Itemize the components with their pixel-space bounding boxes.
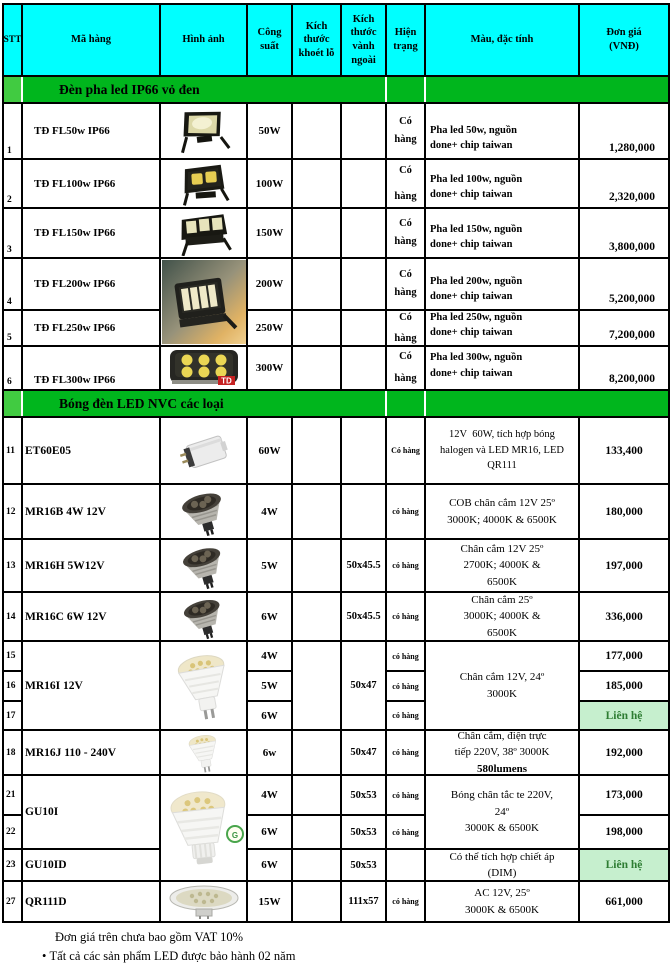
cell-empty (293, 347, 340, 389)
desc-line: done+ chip taiwan (430, 189, 513, 201)
cell-image (161, 160, 246, 207)
product-photo-floodlight-100w (173, 162, 235, 206)
cell-stt: 11 (4, 418, 21, 483)
cell-price: 2,320,000 (580, 160, 668, 207)
desc-line: done+ chip taiwan (430, 140, 513, 152)
cell-price: 1,280,000 (580, 104, 668, 158)
cell-empty (342, 160, 385, 207)
desc-line: 3000K & 6500K (465, 903, 539, 916)
product-photo-mr16-white (177, 732, 231, 774)
cell-status: có hàng (387, 642, 424, 670)
cell-image (161, 540, 246, 591)
cell-empty (293, 259, 340, 309)
cell-rim-size: 50x47 (342, 731, 385, 774)
cell-empty (342, 209, 385, 257)
cell-empty (293, 311, 340, 345)
cell-power: 15W (248, 882, 291, 921)
cell-rim-size: 50x47 (342, 642, 385, 729)
desc-line: (DIM) (487, 867, 517, 879)
product-photo-mr16-metal (176, 594, 232, 640)
cell-image (161, 882, 246, 921)
desc-line: Bóng chân tắc te 220V, (450, 789, 554, 802)
col-header-code: Mã hàng (23, 5, 159, 75)
cell-power: 4W (248, 485, 291, 538)
cell-stt: 12 (4, 485, 21, 538)
cell-stt: 3 (4, 209, 21, 257)
cell-power: 5W (248, 540, 291, 591)
cell-image (161, 209, 246, 257)
cell-status: có hàng (387, 702, 424, 729)
cell-stt: 1 (4, 104, 21, 158)
status-line: hàng (394, 190, 417, 202)
product-photo-floodlight-50w (171, 106, 237, 156)
cell-product-code: QR111D (23, 882, 159, 921)
cell-empty (293, 731, 340, 774)
status-line: Có (399, 116, 412, 128)
status-line: hàng (394, 134, 417, 145)
cell-image (161, 347, 246, 389)
desc-line-bold: 580lumens (476, 762, 528, 774)
footer-notes (0, 928, 672, 967)
col-header-price (580, 5, 668, 75)
cell-product-code: GU10ID (23, 850, 159, 880)
cell-status (387, 160, 424, 207)
cell-price: 7,200,000 (580, 311, 668, 345)
desc-line: Chân cắm 12V 25º (460, 542, 544, 555)
desc-line: halogen và LED MR16, LED (440, 444, 564, 456)
note-vat: Đơn giá trên chưa bao gồm VAT 10% (55, 930, 244, 944)
desc-line: done+ chip taiwan (430, 368, 513, 379)
cell-power: 6W (248, 593, 291, 640)
desc-line: QR111 (487, 460, 517, 472)
cell-status: có hàng (387, 776, 424, 814)
cell-rim-size: 50x45.5 (342, 540, 385, 591)
cell-description (426, 776, 578, 848)
cell-empty (293, 485, 340, 538)
cell-price: 173,000 (580, 776, 668, 814)
cell-power: 200W (248, 259, 291, 309)
cell-image (161, 593, 246, 640)
cell-description (426, 209, 578, 257)
desc-line: 6500K (487, 626, 517, 639)
cell-description (426, 850, 578, 880)
col-header-color: Màu, đặc tính (426, 5, 578, 75)
product-photo-mr16-metal (176, 487, 232, 537)
desc-line: 3000K; 4000K & (463, 610, 541, 623)
cell-empty (293, 882, 340, 921)
cell-empty (293, 540, 340, 591)
cell-price: 180,000 (580, 485, 668, 538)
col-header-status: Hiện trạng (387, 5, 424, 75)
cell-stt: 22 (4, 816, 21, 848)
cell-product-code: MR16H 5W12V (23, 540, 159, 591)
cell-rim-size: 50x45.5 (342, 593, 385, 640)
col-header-rim: Kích thước vành ngoài (342, 5, 385, 75)
cell-empty (342, 104, 385, 158)
cell-description (426, 485, 578, 538)
cell-rim-size: 50x53 (342, 776, 385, 814)
desc-line: Chân cắm 25º (471, 593, 533, 606)
desc-line: Pha led 250w, nguồn (430, 311, 523, 323)
section-header-floodlights (4, 77, 668, 102)
section-title: Bóng đèn LED NVC các loại (59, 395, 224, 411)
price-table (2, 3, 670, 923)
status-line: hàng (394, 373, 417, 384)
cell-stt: 16 (4, 672, 21, 700)
cell-power: 60W (248, 418, 291, 483)
cell-stt: 4 (4, 259, 21, 309)
bullet-icon: • (42, 949, 47, 964)
cell-stt: 23 (4, 850, 21, 880)
cell-price: 336,000 (580, 593, 668, 640)
cell-image (161, 259, 246, 345)
cell-status: có hàng (387, 540, 424, 591)
desc-line: 6500K (487, 575, 517, 588)
product-photo-gu10-white (164, 782, 244, 874)
cell-price: 177,000 (580, 642, 668, 670)
desc-line: Có thể tích hợp chiết áp (449, 850, 555, 863)
desc-line: done+ chip taiwan (430, 291, 513, 303)
desc-line: Pha led 50w, nguồn (430, 124, 517, 136)
cell-power: 300W (248, 347, 291, 389)
product-photo-floodlight-300w (166, 348, 242, 388)
cell-empty (342, 485, 385, 538)
section-header-nvc-bulbs (4, 391, 668, 416)
cell-stt: 6 (4, 347, 21, 389)
cell-price: 3,800,000 (580, 209, 668, 257)
col-header-label: Đơn giá (VNĐ) (606, 27, 642, 52)
cell-power: 50W (248, 104, 291, 158)
cell-product-code: MR16B 4W 12V (23, 485, 159, 538)
cell-empty (342, 347, 385, 389)
cell-price: 5,200,000 (580, 259, 668, 309)
desc-line: tiếp 220V, 38º 3000K (454, 746, 550, 759)
cell-price-contact: Liên hệ (580, 702, 668, 729)
cell-empty (293, 642, 340, 729)
cell-product-code: TĐ FL250w IP66 (23, 311, 159, 345)
desc-line: Chân cắm 12V, 24º (459, 671, 545, 683)
desc-line: COB chân cắm 12V 25º (449, 497, 555, 509)
note-warranty-text: Tất cả các sản phẩm LED được bảo hành 02 năm (49, 949, 296, 964)
cell-power: 100W (248, 160, 291, 207)
cell-empty (342, 311, 385, 345)
cell-empty (293, 418, 340, 483)
status-line: Có (399, 350, 412, 362)
cell-empty (293, 816, 340, 848)
cell-price: 133,400 (580, 418, 668, 483)
col-header-label: STT (4, 34, 21, 45)
cell-stt: 15 (4, 642, 21, 670)
desc-line: Pha led 100w, nguồn (430, 173, 523, 185)
cell-image (161, 731, 246, 774)
desc-line: Chân cắm, điện trực (457, 731, 547, 742)
cell-product-code: TĐ FL50w IP66 (23, 104, 159, 158)
note-warranty (0, 947, 672, 966)
col-header-power: Công suất (248, 5, 291, 75)
desc-line: 3000K (487, 687, 517, 700)
cell-product-code: TĐ FL200w IP66 (23, 259, 159, 309)
cell-rim-size: 50x53 (342, 850, 385, 880)
cell-status: có hàng (387, 672, 424, 700)
cell-empty (293, 593, 340, 640)
status-line: Có (399, 312, 412, 323)
cell-product-code: MR16J 110 - 240V (23, 731, 159, 774)
desc-line: AC 12V, 25º (474, 887, 530, 899)
section-stt-square (4, 77, 23, 102)
cell-stt: 13 (4, 540, 21, 591)
cell-description (426, 540, 578, 591)
status-line: hàng (394, 287, 417, 298)
cell-product-code: MR16C 6W 12V (23, 593, 159, 640)
cell-empty (342, 418, 385, 483)
cell-stt: 14 (4, 593, 21, 640)
product-photo-floodlight-200w-250w (162, 260, 246, 344)
product-photo-floodlight-150w (171, 210, 237, 256)
status-line: hàng (394, 236, 417, 247)
cell-image (161, 485, 246, 538)
product-photo-mr16-metal (176, 542, 232, 590)
cell-product-code: GU10I (23, 776, 159, 848)
cell-product-code: TĐ FL150w IP66 (23, 209, 159, 257)
cell-product-code: TĐ FL300w IP66 (23, 347, 159, 389)
cell-status: có hàng (387, 816, 424, 848)
cell-description (426, 347, 578, 389)
cell-power: 6w (248, 731, 291, 774)
divider (385, 77, 387, 102)
cell-product-code: TĐ FL100w IP66 (23, 160, 159, 207)
col-header-cutout: Kích thước khoét lỗ (293, 5, 340, 75)
cell-empty (293, 776, 340, 814)
status-line: Có (399, 218, 412, 230)
cell-rim-size: 50x53 (342, 816, 385, 848)
desc-line: 12V 60W, tích hợp bóng (449, 428, 555, 440)
cell-power: 4W (248, 776, 291, 814)
cell-description (426, 418, 578, 483)
cell-status: có hàng (387, 593, 424, 640)
cell-status: Có hàng (387, 418, 424, 483)
cell-description (426, 642, 578, 729)
cell-power: 4W (248, 642, 291, 670)
cell-power: 250W (248, 311, 291, 345)
status-line: hàng (394, 333, 417, 344)
cell-price: 197,000 (580, 540, 668, 591)
cell-empty (293, 160, 340, 207)
cell-description (426, 160, 578, 207)
desc-line: Pha led 150w, nguồn (430, 223, 523, 235)
cell-description (426, 311, 578, 345)
cell-description (426, 259, 578, 309)
cell-price: 192,000 (580, 731, 668, 774)
cell-stt: 18 (4, 731, 21, 774)
cell-power: 150W (248, 209, 291, 257)
cell-image (161, 642, 246, 729)
desc-line: 3000K & 6500K (465, 822, 539, 835)
desc-line: 3000K; 4000K & 6500K (447, 513, 557, 526)
desc-line: 2700K; 4000K & (463, 559, 541, 572)
cell-price-contact: Liên hệ (580, 850, 668, 880)
cell-status: có hàng (387, 882, 424, 921)
cell-stt: 17 (4, 702, 21, 729)
status-line: Có (399, 269, 412, 281)
divider (424, 77, 426, 102)
cell-stt: 5 (4, 311, 21, 345)
desc-line: done+ chip taiwan (430, 239, 513, 251)
product-photo-transformer (176, 424, 232, 478)
status-line: Có (399, 165, 412, 177)
col-header-image: Hình ảnh (161, 5, 246, 75)
cell-status: có hàng (387, 485, 424, 538)
cell-rim-size: 111x57 (342, 882, 385, 921)
cell-status-empty (387, 850, 424, 880)
cell-image (161, 776, 246, 880)
cell-description (426, 593, 578, 640)
cell-status (387, 259, 424, 309)
cell-price: 661,000 (580, 882, 668, 921)
cell-empty (293, 209, 340, 257)
cell-stt: 2 (4, 160, 21, 207)
product-photo-qr111 (166, 884, 242, 920)
cell-image (161, 418, 246, 483)
section-stt-square (4, 391, 23, 416)
cell-price: 198,000 (580, 816, 668, 848)
cell-status (387, 347, 424, 389)
desc-line: 24º (494, 805, 510, 818)
desc-line: Pha led 300w, nguồn (430, 352, 523, 364)
svg-text:TD: TD (220, 376, 232, 386)
cell-power: 6W (248, 702, 291, 729)
cell-description (426, 731, 578, 774)
cell-power: 5W (248, 672, 291, 700)
divider (385, 391, 387, 416)
cell-empty (293, 850, 340, 880)
cell-status: có hàng (387, 731, 424, 774)
col-header-stt (4, 5, 21, 75)
cell-empty (293, 104, 340, 158)
section-title: Đèn pha led IP66 vỏ đen (59, 81, 200, 97)
divider (424, 391, 426, 416)
cell-description (426, 882, 578, 921)
cell-description (426, 104, 578, 158)
cell-stt: 21 (4, 776, 21, 814)
cell-status (387, 104, 424, 158)
cell-price: 185,000 (580, 672, 668, 700)
cell-status (387, 209, 424, 257)
cell-power: 6W (248, 816, 291, 848)
desc-line: Pha led 200w, nguồn (430, 275, 523, 287)
cell-price: 8,200,000 (580, 347, 668, 389)
cell-image (161, 104, 246, 158)
cell-empty (342, 259, 385, 309)
desc-line: done+ chip taiwan (430, 327, 513, 339)
cell-stt: 27 (4, 882, 21, 921)
cell-product-code: ET60E05 (23, 418, 159, 483)
svg-text:G: G (231, 831, 238, 840)
cell-power: 6W (248, 850, 291, 880)
cell-status (387, 311, 424, 345)
product-photo-mr16-white (173, 650, 235, 722)
cell-product-code: MR16I 12V (23, 642, 159, 729)
